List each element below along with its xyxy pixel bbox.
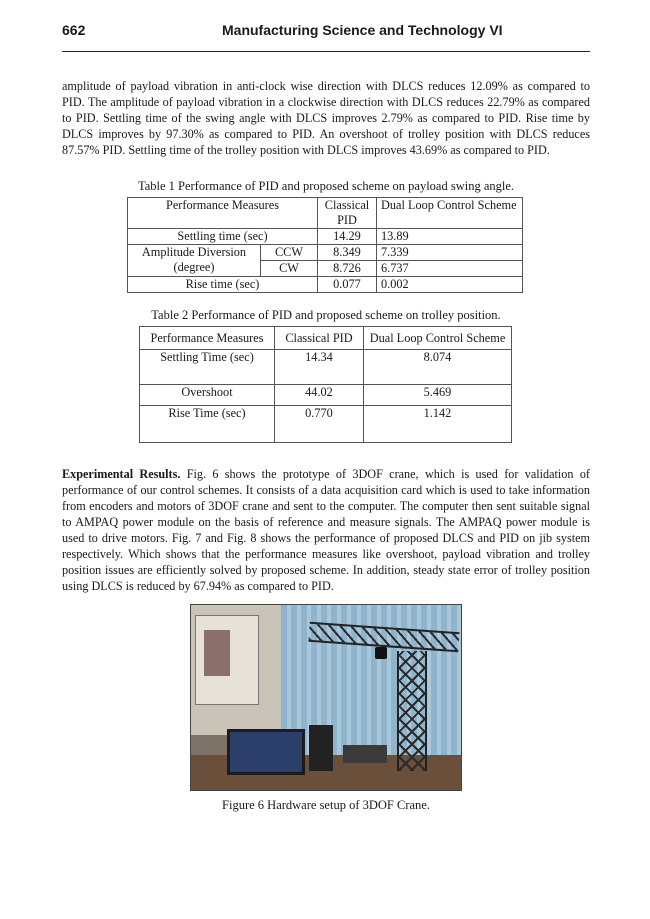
table2-cell-dlcs: 5.469 [364,385,512,406]
photo-computer-tower [309,725,333,771]
table2-cell-pid: 14.34 [275,350,364,385]
table1-settling-label: Settling time (sec) [128,229,318,245]
table2-header-pid: Classical PID [275,327,364,350]
table-row [128,245,523,261]
table1-ccw-pid: 8.349 [318,245,377,261]
table1-header-measures: Performance Measures [128,198,318,229]
table1-amplitude-label: Amplitude Diversion (degree) [128,245,261,277]
table1-settling-dlcs: 13.89 [377,229,523,245]
table1-rise-label: Rise time (sec) [128,277,318,293]
crane-photo [190,604,462,791]
results-paragraph: amplitude of payload vibration in anti-clock wise direction with DLCS reduces 12.09% as compared to PID. The amplitude of payload vibration in a clockwise direction with DLCS reduces 22.79% as compared to PID. Settling time of the swing angle with DLCS improves 2.79% as compared to PID. Rise time by DLCS improves by 97.30% as compared to PID. An overshoot of trolley position with DLCS reduces 87.57% PID. Settling time of the trolley position with DLCS improves 43.69% as compared to PID. [62,79,590,157]
table2-cell-label: Settling Time (sec) [140,350,275,385]
experimental-text: Fig. 6 shows the prototype of 3DOF crane, which is used for validation of performance of our control schemes. It consists of a data acquisition card which is used to take information from encoders and motors of 3DOF crane and sent to the computer. The computer then sent suitable signal to AMPAQ power module on the basis of reference and measure signals. The AMPAQ power module is used to drive motors. Fig. 7 and Fig. 8 shows the performance of proposed DLCS and PID on jib system respectively. Which shows that the performance measures like overshoot, payload vibration and trolley position issues are efficiently solved by proposed scheme. In addition, steady state error of trolley position using DLCS is reduced by 67.94% as compared to PID. [62,467,590,593]
table2-cell-dlcs: 8.074 [364,350,512,385]
photo-crane-trolley [375,647,387,659]
table-row [128,229,523,245]
table2-cell-label: Rise Time (sec) [140,406,275,443]
journal-title: Manufacturing Science and Technology VI [222,22,503,38]
table-row [128,277,523,293]
table2-header-measures: Performance Measures [140,327,275,350]
photo-monitor [227,729,305,775]
header-rule [62,51,590,52]
table1-rise-dlcs: 0.002 [377,277,523,293]
experimental-lead: Experimental Results. [62,467,181,481]
table2-caption: Table 2 Performance of PID and proposed scheme on trolley position. [151,308,501,322]
table2-header-row [140,327,512,350]
table1-cw-dlcs: 6.737 [377,261,523,277]
table1-ccw-dlcs: 7.339 [377,245,523,261]
table-row [140,385,512,406]
table2 [139,326,512,443]
table1-cw-pid: 8.726 [318,261,377,277]
table1-ccw-label: CCW [261,245,318,261]
table1-caption: Table 1 Performance of PID and proposed scheme on payload swing angle. [137,179,515,193]
table1-rise-pid: 0.077 [318,277,377,293]
photo-crane-mast [397,651,427,771]
table2-cell-dlcs: 1.142 [364,406,512,443]
table2-cell-label: Overshoot [140,385,275,406]
table2-cell-pid: 0.770 [275,406,364,443]
table1-settling-pid: 14.29 [318,229,377,245]
table2-header-dlcs: Dual Loop Control Scheme [364,327,512,350]
photo-power-module [343,745,387,763]
poster-image [204,630,230,676]
table1 [127,197,523,293]
experimental-paragraph [62,466,590,594]
table1-header-row [128,198,523,229]
figure-caption: Figure 6 Hardware setup of 3DOF Crane. [222,798,430,812]
table-row [140,350,512,385]
page-header [62,22,590,52]
table2-cell-pid: 44.02 [275,385,364,406]
table1-cw-label: CW [261,261,318,277]
table1-header-pid: Classical PID [318,198,377,229]
table-row [140,406,512,443]
table1-header-dlcs: Dual Loop Control Scheme [377,198,523,229]
photo-poster [195,615,259,705]
page-number: 662 [62,22,86,38]
